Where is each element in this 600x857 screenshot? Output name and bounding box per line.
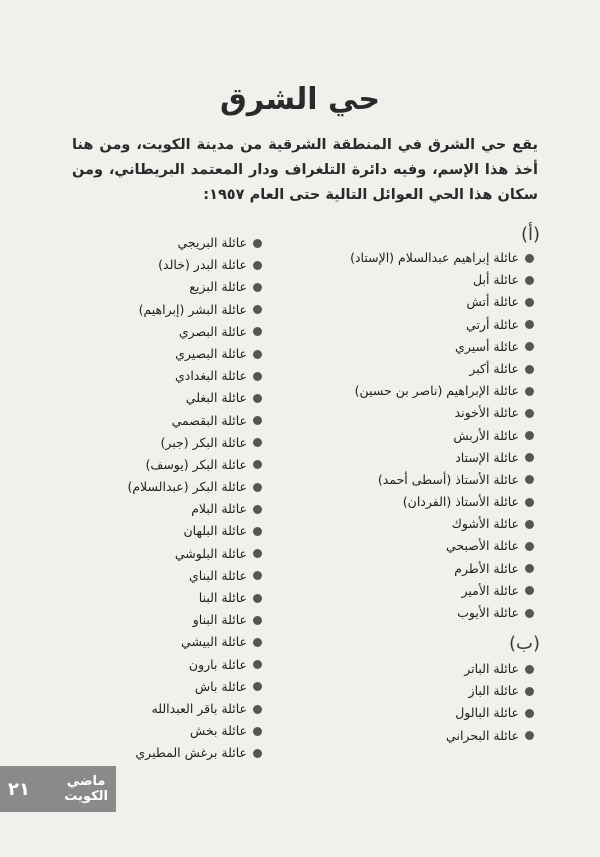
list-item: [32, 565, 262, 587]
magazine-name-line1: ماضي: [66, 774, 106, 789]
bullet-icon: [253, 616, 262, 625]
list-item-label: عائلة البناو: [192, 612, 247, 628]
list-item: [32, 343, 262, 365]
list-item-label: عائلة باش: [194, 678, 247, 694]
list-item: [274, 469, 534, 491]
bullet-icon: [253, 239, 262, 248]
list-item-label: عائلة الإبراهيم (ناصر بن حسين): [354, 383, 519, 399]
bullet-icon: [253, 460, 262, 469]
bullet-icon: [525, 609, 534, 618]
list-item: [274, 425, 534, 447]
list-item-label: عائلة أتش: [466, 294, 519, 310]
family-list-b-right: [274, 658, 534, 747]
list-item: [32, 742, 262, 764]
list-item: [274, 291, 534, 313]
bullet-icon: [253, 350, 262, 359]
list-item-label: عائلة بارون: [188, 656, 247, 672]
list-item-label: عائلة أكبر: [469, 360, 519, 376]
bullet-icon: [525, 342, 534, 351]
bullet-icon: [525, 731, 534, 740]
bullet-icon: [525, 475, 534, 484]
section-heading-b: (ب): [509, 633, 540, 654]
list-item: [274, 558, 534, 580]
list-item-label: عائلة البحراني: [446, 727, 519, 743]
list-item: [32, 387, 262, 409]
bullet-icon: [525, 298, 534, 307]
bullet-icon: [253, 549, 262, 558]
list-item: [32, 587, 262, 609]
bullet-icon: [253, 571, 262, 580]
bullet-icon: [253, 660, 262, 669]
page-title: حي الشرق: [220, 82, 380, 117]
list-item: [274, 247, 534, 269]
bullet-icon: [253, 594, 262, 603]
intro-paragraph: يقع حي الشرق في المنطقة الشرقية من مدينة الكويت، ومن هنا أخذ هذا الإسم، وفيه دائرة التلغراف ودار المعتمد البريطاني، ومن سكان هذا الحي العوائل التالية حتى العام ١٩٥٧:: [72, 137, 538, 203]
list-item: [274, 314, 534, 336]
bullet-icon: [253, 394, 262, 403]
bullet-icon: [525, 709, 534, 718]
list-item-label: عائلة البلوشي: [174, 545, 247, 561]
list-item: [274, 491, 534, 513]
list-item: [274, 513, 534, 535]
bullet-icon: [253, 527, 262, 536]
list-item: [32, 410, 262, 432]
list-item-label: عائلة الإستاد: [455, 449, 519, 465]
list-item-label: عائلة البقصمي: [171, 412, 247, 428]
magazine-name-line2: الكويت: [64, 789, 108, 804]
list-item-label: عائلة إبراهيم عبدالسلام (الإستاد): [350, 250, 519, 265]
bullet-icon: [253, 283, 262, 292]
list-item-label: عائلة الأستاذ (الفردان): [402, 494, 519, 510]
list-item-label: عائلة البشر (إبراهيم): [138, 301, 247, 317]
list-item-label: عائلة الأخوند: [454, 405, 519, 421]
list-item-label: عائلة البريجي: [177, 235, 247, 250]
list-item-label: عائلة البصري: [178, 323, 247, 339]
list-item: [32, 543, 262, 565]
list-item-label: عائلة البناي: [189, 567, 247, 583]
list-item-label: عائلة أسيري: [455, 338, 519, 354]
list-item: [274, 358, 534, 380]
page-number: ٢١: [8, 778, 30, 800]
bullet-icon: [525, 409, 534, 418]
list-item: [274, 602, 534, 624]
list-item-label: عائلة الأطرم: [454, 560, 519, 576]
bullet-icon: [253, 416, 262, 425]
bullet-icon: [253, 505, 262, 514]
list-item: [32, 654, 262, 676]
list-item: [32, 520, 262, 542]
bullet-icon: [525, 254, 534, 263]
list-item-label: عائلة بخش: [189, 723, 247, 739]
list-item-label: عائلة البكر (جبر): [160, 434, 247, 450]
list-item-label: عائلة البكر (يوسف): [145, 456, 247, 472]
list-item: [274, 447, 534, 469]
bullet-icon: [525, 564, 534, 573]
list-item-label: عائلة البصيري: [175, 345, 247, 361]
list-item-label: عائلة الباتر: [464, 661, 519, 676]
section-heading-a: (أ): [520, 224, 540, 245]
list-item: [32, 276, 262, 298]
list-item: [32, 432, 262, 454]
bullet-icon: [525, 665, 534, 674]
list-item-label: عائلة البالول: [455, 705, 519, 721]
bullet-icon: [525, 365, 534, 374]
list-item: [32, 454, 262, 476]
bullet-icon: [525, 687, 534, 696]
list-item-label: عائلة البلهان: [183, 523, 247, 539]
bullet-icon: [253, 261, 262, 270]
list-item: [32, 254, 262, 276]
list-item: [32, 321, 262, 343]
family-list-a: [274, 247, 534, 624]
list-item-label: عائلة البكر (عبدالسلام): [127, 479, 247, 495]
bullet-icon: [253, 727, 262, 736]
bullet-icon: [253, 327, 262, 336]
bullet-icon: [525, 542, 534, 551]
list-item-label: عائلة أرتي: [466, 316, 519, 332]
list-item: [32, 631, 262, 653]
list-item: [274, 658, 534, 680]
bullet-icon: [525, 453, 534, 462]
list-item: [32, 676, 262, 698]
list-item-label: عائلة الأصبحي: [445, 538, 519, 554]
magazine-name: [64, 774, 108, 804]
list-item: [274, 580, 534, 602]
list-item: [32, 365, 262, 387]
list-item: [32, 698, 262, 720]
list-item-label: عائلة البلام: [191, 501, 247, 517]
list-item: [274, 269, 534, 291]
list-item-label: عائلة أبل: [473, 272, 519, 288]
list-item: [274, 402, 534, 424]
list-item-label: عائلة البغدادي: [174, 368, 247, 384]
bullet-icon: [253, 305, 262, 314]
list-item: [32, 476, 262, 498]
bullet-icon: [253, 749, 262, 758]
list-item: [32, 299, 262, 321]
list-item-label: عائلة البيشي: [181, 634, 247, 650]
list-item-label: عائلة الأشوك: [451, 516, 519, 532]
list-item: [274, 725, 534, 747]
bullet-icon: [525, 498, 534, 507]
list-item: [274, 380, 534, 402]
list-item-label: عائلة الأمير: [461, 582, 519, 598]
bullet-icon: [525, 320, 534, 329]
list-item-label: عائلة برغش المطيري: [135, 745, 247, 761]
bullet-icon: [253, 638, 262, 647]
list-item-label: عائلة البنا: [198, 590, 247, 605]
list-item: [274, 702, 534, 724]
bullet-icon: [525, 431, 534, 440]
list-item-label: عائلة الأربش: [453, 427, 519, 443]
list-item: [274, 336, 534, 358]
bullet-icon: [253, 705, 262, 714]
list-item: [32, 609, 262, 631]
bullet-icon: [253, 682, 262, 691]
family-list-b-left: [32, 232, 262, 765]
list-item-label: عائلة الأيوب: [457, 605, 519, 620]
list-item: [32, 498, 262, 520]
list-item-label: عائلة البغلي: [185, 390, 247, 406]
bullet-icon: [525, 520, 534, 529]
bullet-icon: [253, 438, 262, 447]
page-footer: [0, 766, 116, 812]
list-item: [32, 232, 262, 254]
list-item-label: عائلة الباز: [468, 683, 519, 699]
bullet-icon: [525, 387, 534, 396]
bullet-icon: [525, 586, 534, 595]
list-item-label: عائلة الأستاذ (أسطى أحمد): [377, 471, 519, 487]
list-item-label: عائلة باقر العبدالله: [151, 700, 247, 716]
bullet-icon: [253, 483, 262, 492]
list-item-label: عائلة البزيع: [189, 279, 247, 295]
list-item-label: عائلة البدر (خالد): [158, 257, 247, 273]
list-item: [274, 680, 534, 702]
bullet-icon: [253, 372, 262, 381]
list-item: [32, 720, 262, 742]
bullet-icon: [525, 276, 534, 285]
list-item: [274, 535, 534, 557]
